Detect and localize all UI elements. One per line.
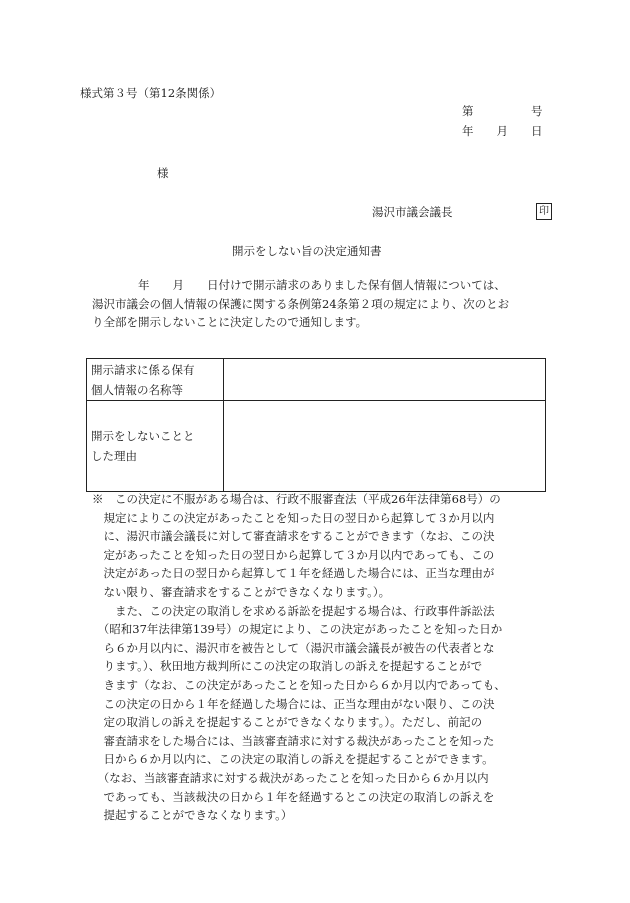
note-line: 日から６か月以内に、この決定の取消しの訴えを提起することができます。 (92, 752, 494, 767)
document-title: 開示をしない旨の決定通知書 (232, 244, 382, 258)
note-line: （なお、当該審査請求に対する裁決があったことを知った日から６か月以内 (92, 770, 489, 785)
header-line: した理由 (91, 449, 137, 463)
addressee-honorific: 様 (157, 166, 169, 180)
information-table (86, 358, 546, 492)
note-line: ※ この決定に不服がある場合は、行政不服審査法（平成26年法律第68号）の (92, 492, 501, 506)
document-number-line: 第 号 (462, 104, 543, 118)
note-line: 提起することができなくなります。） (92, 808, 293, 823)
note-line: 定の取消しの訴えを提起することができなくなります。）。ただし、前記の (92, 715, 483, 730)
note-line: （昭和37年法律第139号）の規定により、この決定があったことを知った日か (92, 622, 503, 637)
note-line: ない限り、審査請求をすることができなくなります。）。 (92, 584, 391, 599)
table-header-cell (87, 359, 224, 401)
body-line: 湯沢市議会の個人情報の保護に関する条例第24条第２項の規定により、次のとお (92, 296, 510, 311)
header-line: 開示請求に係る保有 (91, 362, 195, 377)
table-row (87, 359, 546, 401)
note-line: 定があったことを知った日の翌日から起算して３か月以内であっても、この (92, 547, 495, 562)
note-line: 規定によりこの決定があったことを知った日の翌日から起算して３か月以内 (92, 510, 495, 525)
date-line: 年 月 日 (462, 124, 543, 138)
note-line: また、この決定の取消しを求める訴訟を提起する場合は、行政事件訴訟法 (92, 603, 495, 618)
body-line: り全部を開示しないことに決定したので通知します。 (92, 315, 368, 330)
table-header-cell (87, 401, 224, 492)
note-line: ら６か月以内に、湯沢市を被告として（湯沢市議会議長が被告の代表者とな (92, 640, 495, 655)
note-line: この決定の日から１年を経過した場合には、正当な理由がない限り、この決 (92, 696, 495, 711)
note-line: 決定があった日の翌日から起算して１年を経過した場合には、正当な理由が (92, 566, 495, 581)
body-line: 年 月 日付けで開示請求のありました保有個人情報については、 (92, 278, 506, 292)
note-line: ります。）、秋田地方裁判所にこの決定の取消しの訴えを提起することがで (92, 659, 483, 674)
header-line: 個人情報の名称等 (91, 382, 183, 397)
appeal-notes (92, 490, 562, 825)
note-line: に、湯沢市議会議長に対して審査請求をすることができます（なお、この決 (92, 529, 495, 544)
table-value-cell (224, 401, 546, 492)
sender-title: 湯沢市議会議長 (372, 205, 453, 219)
table-row (87, 401, 546, 492)
form-label: 様式第３号（第12条関係） (80, 86, 222, 100)
header-line: 開示をしないことと (91, 429, 195, 443)
body-paragraph (92, 276, 509, 332)
seal-mark: 印 (536, 203, 552, 220)
note-line: であっても、当該裁決の日から１年を経過するとこの決定の取消しの訴えを (92, 789, 495, 804)
note-line: きます（なお、この決定があったことを知った日から６か月以内であっても、 (92, 677, 506, 692)
note-line: 審査請求をした場合には、当該審査請求に対する裁決があったことを知った (92, 733, 495, 748)
table-value-cell (224, 359, 546, 401)
